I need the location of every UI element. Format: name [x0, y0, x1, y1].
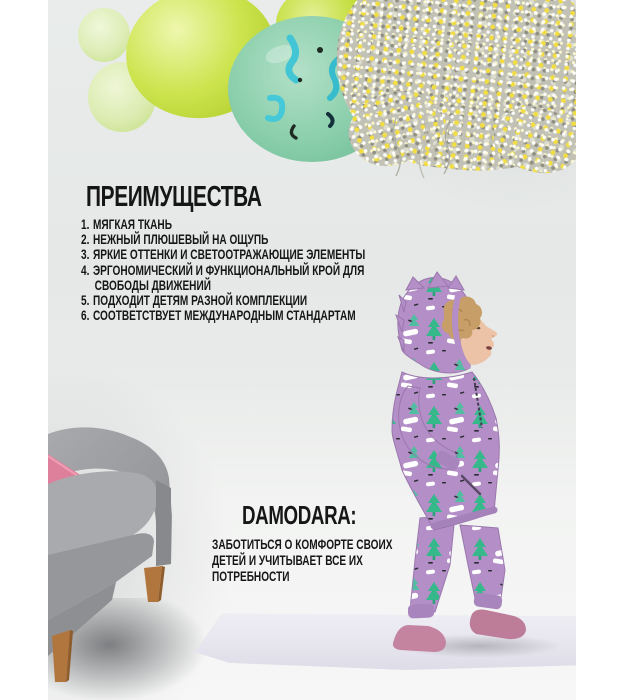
- advantage-number: 2.: [81, 231, 90, 248]
- advantage-text: МЯГКАЯ ТКАНЬ: [93, 216, 172, 232]
- bootie-front: [393, 625, 446, 652]
- advantage-number: 3.: [81, 246, 90, 263]
- advantage-line: [81, 232, 365, 247]
- bootie-back: [470, 610, 526, 640]
- brand-description: [212, 537, 392, 584]
- pant-leg-back: [460, 525, 505, 605]
- advantage-text: ЯРКИЕ ОТТЕНКИ И СВЕТООТРАЖАЮЩИЕ ЭЛЕМЕНТЫ: [93, 246, 366, 263]
- brand-title: DAMODARA:: [242, 500, 357, 530]
- sofa: [48, 424, 176, 700]
- pant-cuff-front: [408, 603, 435, 618]
- advantage-line: [81, 308, 365, 323]
- child-in-dino-suit: [378, 268, 568, 670]
- pant-leg-front: [410, 515, 455, 612]
- advantage-text: СВОБОДЫ ДВИЖЕНИЙ: [94, 276, 211, 293]
- advantage-text: ЭРГОНОМИЧЕСКИЙ И ФУНКЦИОНАЛЬНЫЙ КРОЙ ДЛЯ: [93, 261, 365, 278]
- photo-backdrop: [48, 0, 576, 700]
- brand-description-line: ДЕТЕЙ И УЧИТЫВАЕТ ВСЕ ИХ: [212, 551, 363, 568]
- brand-description-line: ПОТРЕБНОСТИ: [212, 567, 290, 584]
- advantage-line: [81, 217, 365, 232]
- advantage-number: 5.: [81, 292, 90, 309]
- tinsel-hanging-strands: [378, 112, 488, 184]
- advantage-text: СООТВЕТСТВУЕТ МЕЖДУНАРОДНЫМ СТАНДАРТАМ: [93, 307, 356, 324]
- advantage-line-continuation: [81, 278, 365, 293]
- brand-description-line: ЗАБОТИТЬСЯ О КОМФОРТЕ СВОИХ: [212, 536, 393, 552]
- sofa-side-panel: [156, 480, 171, 566]
- advantages-title: ПРЕИМУЩЕСТВА: [86, 181, 262, 213]
- advantages-list: [81, 217, 365, 323]
- advantage-number: 1.: [81, 216, 90, 232]
- advantage-number: 6.: [81, 307, 90, 324]
- pale-green-balloon-small: [78, 8, 130, 62]
- advantage-line: [81, 247, 365, 262]
- advantage-line: [81, 263, 365, 278]
- advantage-number: 4.: [81, 261, 90, 278]
- advantage-line: [81, 293, 365, 308]
- advantage-text: НЕЖНЫЙ ПЛЮШЕВЫЙ НА ОЩУПЬ: [93, 231, 269, 248]
- advantage-text: ПОДХОДИТ ДЕТЯМ РАЗНОЙ КОМПЛЕКЦИИ: [93, 292, 308, 309]
